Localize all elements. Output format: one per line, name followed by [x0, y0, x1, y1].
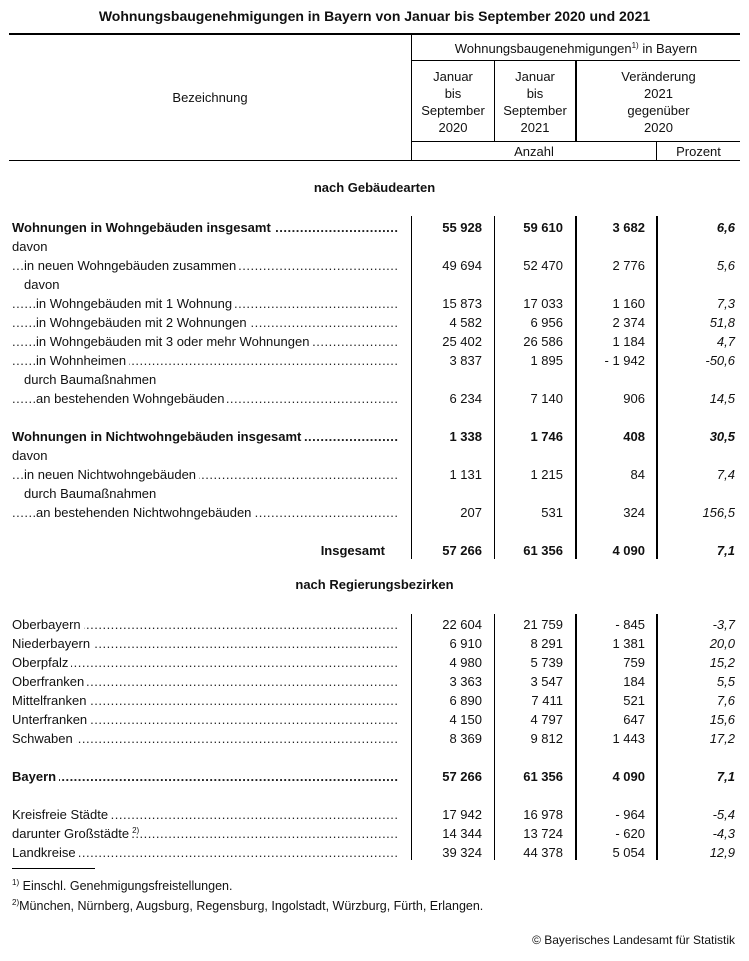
row-label — [12, 332, 398, 351]
header-col-2021-line: 2021 — [520, 120, 550, 135]
footnote-ref-2: 2) — [132, 826, 142, 835]
table-row — [0, 541, 749, 560]
value-2021: 21 759 — [523, 617, 563, 632]
value-2021: 1 215 — [530, 467, 563, 482]
table-row — [0, 218, 749, 237]
row-label-text: in Wohngebäuden mit 1 Wohnung — [36, 296, 235, 311]
value-2021: 7 140 — [530, 391, 563, 406]
value-2020: 55 928 — [442, 220, 482, 235]
row-label — [12, 729, 398, 748]
row-label-text: Oberfranken — [12, 674, 87, 689]
row-label-text: Unterfranken — [12, 712, 90, 727]
header-col-2020-line: bis — [444, 86, 462, 101]
table-row — [0, 503, 749, 522]
table-row — [0, 256, 749, 275]
value-change: 184 — [623, 674, 645, 689]
value-percent: 7,4 — [716, 467, 735, 482]
value-percent: 51,8 — [709, 315, 735, 330]
header-col-2021-line: September — [503, 103, 567, 118]
footnote-1-text: Einschl. Genehmigungsfreistellungen. — [22, 879, 233, 893]
row-label — [12, 294, 398, 313]
header-col-change-line: gegenüber — [627, 103, 690, 118]
value-change: 5 054 — [612, 845, 645, 860]
row-label-text: durch Baumaßnahmen — [24, 486, 159, 501]
footnote-rule — [12, 868, 95, 869]
table-row — [0, 465, 749, 484]
row-label — [12, 351, 398, 370]
row-label — [12, 541, 398, 560]
value-percent: 17,2 — [709, 731, 735, 746]
table-row — [0, 843, 749, 862]
value-percent: -5,4 — [712, 807, 735, 822]
table-row — [0, 446, 749, 465]
copyright-notice: © Bayerisches Landesamt für Statistik — [532, 933, 735, 947]
value-2021: 4 797 — [530, 712, 563, 727]
value-2020: 6 910 — [449, 636, 482, 651]
value-2020: 1 338 — [449, 429, 482, 444]
value-percent: 15,6 — [709, 712, 735, 727]
value-change: 84 — [630, 467, 645, 482]
value-change: 408 — [623, 429, 645, 444]
value-change: 759 — [623, 655, 645, 670]
row-label — [12, 824, 398, 843]
row-label-text: in Wohnheimen — [36, 353, 129, 368]
value-2021: 59 610 — [523, 220, 563, 235]
value-change: 1 184 — [612, 334, 645, 349]
value-2021: 6 956 — [530, 315, 563, 330]
value-2020: 6 890 — [449, 693, 482, 708]
row-label-text: Oberpfalz — [12, 655, 71, 670]
value-2020: 4 980 — [449, 655, 482, 670]
top-rule — [9, 33, 740, 35]
table-row — [0, 615, 749, 634]
value-2020: 4 582 — [449, 315, 482, 330]
row-label — [12, 446, 398, 465]
header-col-2020 — [412, 68, 494, 136]
table-row — [0, 351, 749, 370]
row-label — [12, 465, 398, 484]
value-2021: 26 586 — [523, 334, 563, 349]
header-col-change-line: 2021 — [644, 86, 673, 101]
row-label — [12, 615, 398, 634]
value-change: 2 374 — [612, 315, 645, 330]
value-2021: 9 812 — [530, 731, 563, 746]
value-2020: 6 234 — [449, 391, 482, 406]
row-label-text: davon — [12, 448, 50, 463]
table-row — [0, 237, 749, 256]
value-2021: 13 724 — [523, 826, 563, 841]
footnote-ref-1: 1) — [631, 41, 639, 50]
row-label — [12, 634, 398, 653]
table-row — [0, 275, 749, 294]
row-label-text: an bestehenden Wohngebäuden — [36, 391, 227, 406]
row-label-text: Niederbayern — [12, 636, 93, 651]
footnote-2 — [12, 899, 483, 913]
header-col-change — [577, 68, 740, 136]
value-2021: 1 746 — [530, 429, 563, 444]
row-label-text: in Wohngebäuden mit 2 Wohnungen — [36, 315, 250, 330]
table-row — [0, 710, 749, 729]
value-percent: 5,5 — [716, 674, 735, 689]
table-row — [0, 389, 749, 408]
header-col-2020-line: September — [421, 103, 485, 118]
value-change: - 620 — [615, 826, 645, 841]
value-2020: 39 324 — [442, 845, 482, 860]
value-2020: 3 837 — [449, 353, 482, 368]
value-change: 3 682 — [612, 220, 645, 235]
row-label-text: Schwaben — [12, 731, 76, 746]
table-row — [0, 427, 749, 446]
value-percent: -3,7 — [712, 617, 735, 632]
value-change: 1 160 — [612, 296, 645, 311]
table-row — [0, 634, 749, 653]
row-label — [12, 427, 398, 446]
row-label — [12, 237, 398, 256]
value-change: 4 090 — [612, 543, 645, 558]
table-row — [0, 691, 749, 710]
value-2021: 8 291 — [530, 636, 563, 651]
value-2020: 14 344 — [442, 826, 482, 841]
section-heading-bezirke: nach Regierungsbezirken — [295, 577, 454, 592]
value-2021: 7 411 — [531, 693, 563, 708]
value-2021: 52 470 — [523, 258, 563, 273]
value-percent: 12,9 — [709, 845, 735, 860]
value-percent: 5,6 — [716, 258, 735, 273]
row-label-text: Kreisfreie Städte — [12, 807, 111, 822]
row-label — [12, 313, 398, 332]
row-label — [12, 218, 398, 237]
table-row — [0, 313, 749, 332]
header-bezeichnung: Bezeichnung — [172, 90, 248, 105]
table-row — [0, 332, 749, 351]
value-change: - 845 — [615, 617, 645, 632]
value-percent: -4,3 — [712, 826, 735, 841]
row-label-text: in neuen Wohngebäuden zusammen — [24, 258, 239, 273]
row-label-text: an bestehenden Nichtwohngebäuden — [36, 505, 254, 520]
value-percent: 14,5 — [709, 391, 735, 406]
footnote-2-text: München, Nürnberg, Augsburg, Regensburg, Ingolstadt, Würzburg, Fürth, Erlangen. — [19, 899, 484, 913]
footnote-1-mark: 1) — [12, 878, 20, 887]
row-label-text: durch Baumaßnahmen — [24, 372, 159, 387]
value-2020: 25 402 — [442, 334, 482, 349]
value-2020: 3 363 — [449, 674, 482, 689]
section-heading-gebaeudearten: nach Gebäudearten — [313, 180, 436, 195]
row-label — [12, 370, 398, 389]
value-percent: -50,6 — [705, 353, 735, 368]
value-percent: 4,7 — [716, 334, 735, 349]
header-unit-percent: Prozent — [676, 144, 721, 159]
header-unit-count: Anzahl — [514, 144, 554, 159]
footnote-2-mark: 2) — [12, 898, 20, 907]
value-percent: 7,1 — [716, 543, 735, 558]
row-label — [12, 767, 398, 786]
value-2020: 15 873 — [442, 296, 482, 311]
row-label — [12, 710, 398, 729]
row-label-text: davon — [24, 277, 62, 292]
header-col-change-line: 2020 — [644, 120, 673, 135]
value-2020: 4 150 — [449, 712, 482, 727]
table-row — [0, 805, 749, 824]
value-2021: 531 — [541, 505, 563, 520]
value-2021: 17 033 — [523, 296, 563, 311]
row-label-text: Insgesamt — [321, 543, 388, 558]
value-change: 1 443 — [612, 731, 645, 746]
value-2021: 16 978 — [523, 807, 563, 822]
value-2020: 1 131 — [449, 467, 482, 482]
value-2021: 3 547 — [530, 674, 563, 689]
row-label — [12, 503, 398, 522]
value-change: 324 — [623, 505, 645, 520]
value-2020: 17 942 — [442, 807, 482, 822]
row-label — [12, 275, 398, 294]
row-label-text: Oberbayern — [12, 617, 84, 632]
value-change: 521 — [623, 693, 645, 708]
header-col-2020-line: 2020 — [438, 120, 468, 135]
table-title: Wohnungsbaugenehmigungen in Bayern von Januar bis September 2020 und 2021 — [98, 8, 651, 24]
value-percent: 30,5 — [709, 429, 735, 444]
value-percent: 15,2 — [709, 655, 735, 670]
value-2021: 5 739 — [530, 655, 563, 670]
table-row — [0, 370, 749, 389]
header-col-2021-line: bis — [526, 86, 544, 101]
table-row — [0, 484, 749, 503]
value-percent: 7,3 — [716, 296, 735, 311]
value-percent: 156,5 — [702, 505, 735, 520]
table-row — [0, 767, 749, 786]
row-label — [12, 389, 398, 408]
row-label-text: darunter Großstädte — [12, 826, 132, 841]
value-change: 2 776 — [612, 258, 645, 273]
row-label — [12, 653, 398, 672]
row-label — [12, 484, 398, 503]
value-change: - 1 942 — [604, 353, 645, 368]
footnote-1 — [12, 879, 232, 893]
table-row — [0, 294, 749, 313]
value-2020: 49 694 — [442, 258, 482, 273]
value-2021: 61 356 — [523, 543, 563, 558]
row-label-text: in Wohngebäuden mit 3 oder mehr Wohnungen — [36, 334, 312, 349]
value-2021: 1 895 — [530, 353, 563, 368]
value-2020: 57 266 — [442, 543, 482, 558]
value-2020: 207 — [460, 505, 482, 520]
header-col-2021-line: Januar — [515, 69, 555, 84]
row-label — [12, 843, 398, 862]
value-change: 1 381 — [612, 636, 645, 651]
value-2021: 61 356 — [523, 769, 563, 784]
value-percent: 7,6 — [716, 693, 735, 708]
value-change: 906 — [623, 391, 645, 406]
value-2020: 57 266 — [442, 769, 482, 784]
row-label-text: Bayern — [12, 769, 59, 784]
row-label-text: in neuen Nichtwohngebäuden — [24, 467, 199, 482]
value-change: - 964 — [615, 807, 645, 822]
value-percent: 7,1 — [716, 769, 735, 784]
table-row — [0, 824, 749, 843]
header-group — [412, 40, 740, 57]
row-label-text: Wohnungen in Nichtwohngebäuden insgesamt — [12, 429, 304, 444]
header-bottom-rule — [9, 160, 740, 161]
value-percent: 20,0 — [709, 636, 735, 651]
row-label-text: Mittelfranken — [12, 693, 89, 708]
header-group-suffix: in Bayern — [638, 41, 698, 56]
row-label-text: Landkreise — [12, 845, 79, 860]
value-2020: 22 604 — [442, 617, 482, 632]
value-2020: 8 369 — [449, 731, 482, 746]
header-group-label: Wohnungsbaugenehmigungen — [454, 41, 632, 56]
row-label — [12, 672, 398, 691]
row-label-text: davon — [12, 239, 50, 254]
header-col-2021 — [495, 68, 575, 136]
table-row — [0, 653, 749, 672]
header-col-change-line: Veränderung — [621, 69, 696, 84]
value-change: 647 — [623, 712, 645, 727]
row-label — [12, 805, 398, 824]
table-row — [0, 729, 749, 748]
table-row — [0, 672, 749, 691]
header-col-2020-line: Januar — [433, 69, 473, 84]
row-label-text: Wohnungen in Wohngebäuden insgesamt — [12, 220, 274, 235]
value-percent: 6,6 — [716, 220, 735, 235]
value-change: 4 090 — [612, 769, 645, 784]
row-label — [12, 256, 398, 275]
value-2021: 44 378 — [523, 845, 563, 860]
row-label — [12, 691, 398, 710]
